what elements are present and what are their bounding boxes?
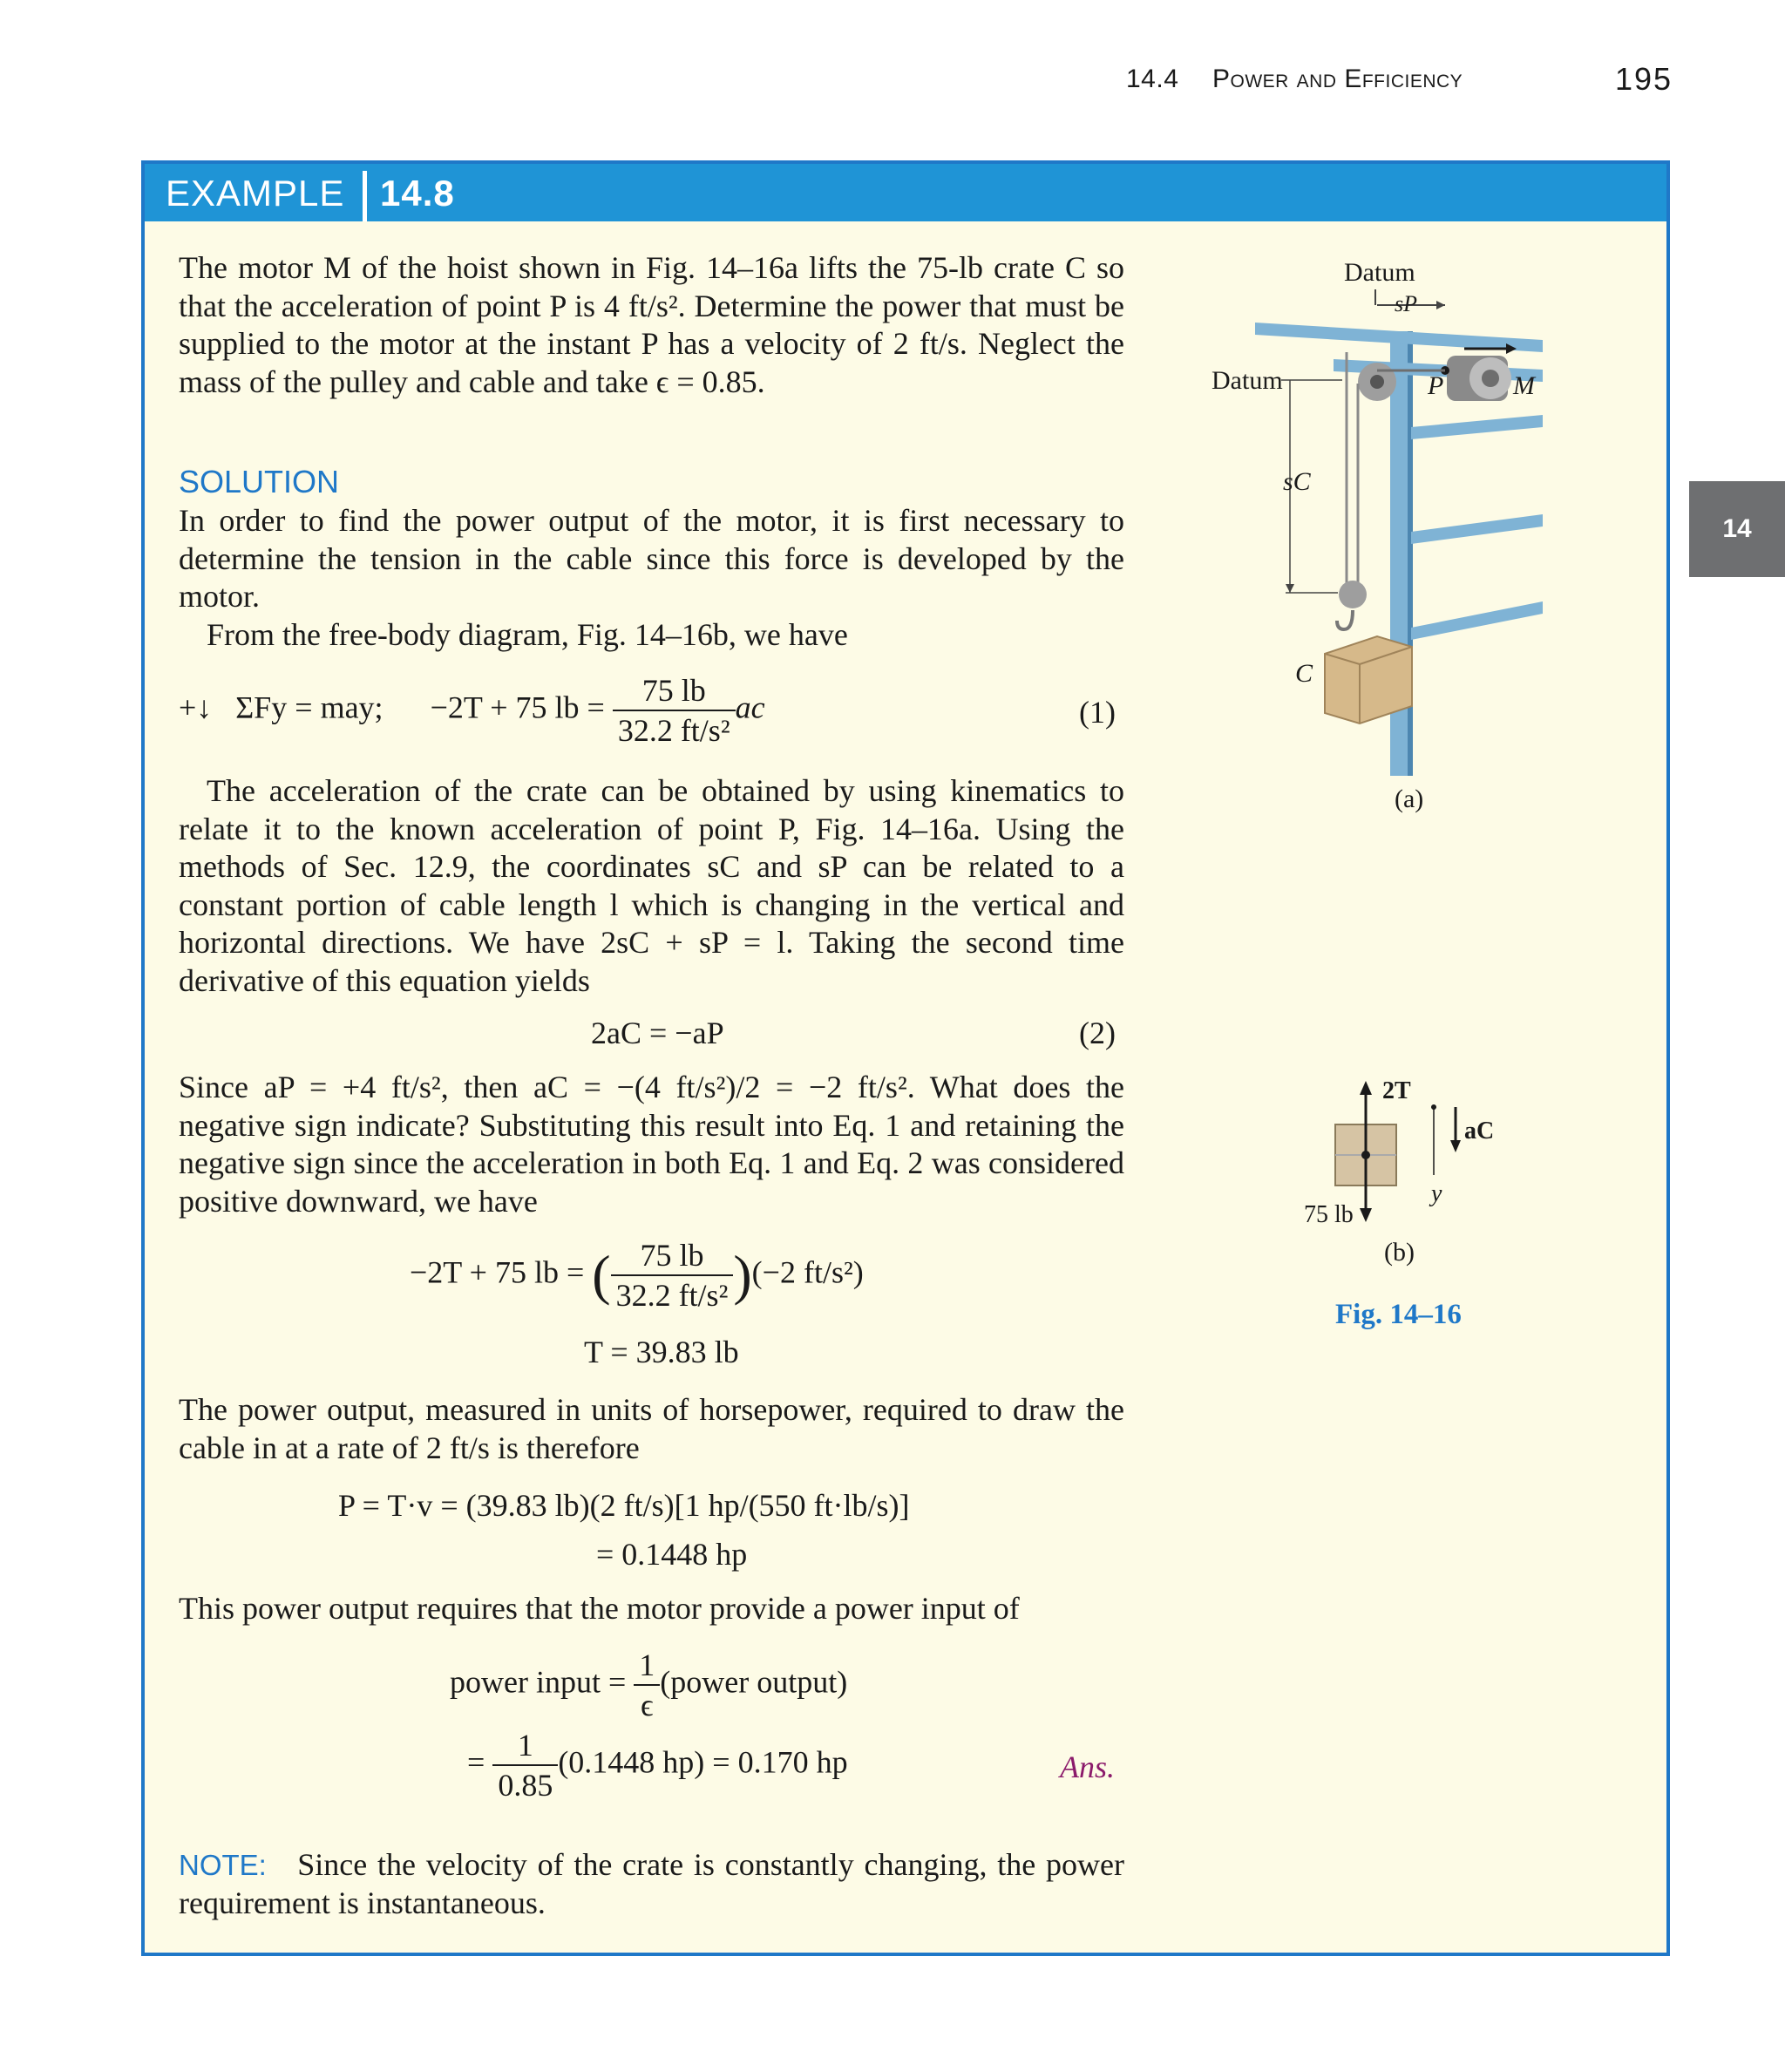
figure-caption: Fig. 14–16 (1335, 1299, 1462, 1330)
weight-label: 75 lb (1304, 1201, 1354, 1228)
note-label: NOTE: (179, 1849, 267, 1881)
equation-7 (450, 1646, 847, 1724)
example-divider (363, 171, 367, 221)
problem-statement (179, 249, 1124, 401)
answer-label: Ans. (1060, 1749, 1115, 1784)
eq1-tag: (1) (1079, 695, 1116, 730)
note (179, 1846, 1124, 1922)
p-label: P (1428, 371, 1444, 400)
two-t-label: 2T (1382, 1077, 1411, 1104)
eq7-left: power input = (450, 1664, 627, 1700)
eq1-accel: ac (735, 690, 765, 725)
chapter-tab-label: 14 (1722, 514, 1752, 543)
eq3-denominator: 32.2 ft/s² (615, 1278, 729, 1313)
eq8-denominator: 0.85 (498, 1768, 553, 1803)
eq7-fraction (634, 1646, 660, 1724)
equation-2: 2aC = −aP (591, 1016, 724, 1050)
paragraph-1: In order to find the power output of the motor, it is first necessary to determine the tension in the cable since this force is developed by the motor. (179, 503, 1124, 614)
paragraph-2: From the free-body diagram, Fig. 14–16b, we have (207, 616, 848, 652)
solution-paragraph-1 (179, 502, 1124, 654)
equation-6: = 0.1448 hp (596, 1537, 748, 1572)
eq2-tag: (2) (1079, 1016, 1116, 1050)
fig-b-caption: (b) (1384, 1238, 1415, 1267)
header-section-title: Power and Efficiency (1212, 65, 1463, 93)
example-title-bar (145, 164, 1666, 221)
c-label: C (1295, 659, 1313, 688)
paragraph-5: The power output, measured in units of horsepower, required to draw the cable in at a rate of 2 ft/s is therefore (179, 1392, 1124, 1465)
eq7-denominator: ϵ (640, 1688, 654, 1722)
fig-a-caption: (a) (1395, 785, 1424, 813)
ac-label: aC (1464, 1118, 1495, 1145)
example-word: EXAMPLE (166, 173, 345, 214)
eq7-right: (power output) (660, 1664, 848, 1700)
solution-heading: SOLUTION (179, 464, 340, 499)
eq1-denominator: 32.2 ft/s² (617, 713, 730, 748)
equation-8 (467, 1726, 848, 1804)
note-text: Since the velocity of the crate is constantly changing, the power requirement is instantaneous. (179, 1847, 1125, 1920)
eq8-numerator: 1 (492, 1726, 558, 1766)
equation-1 (179, 671, 765, 750)
eq3-right: (−2 ft/s²) (751, 1254, 864, 1290)
y-label: y (1431, 1180, 1442, 1207)
solution-paragraph-5 (179, 1391, 1124, 1467)
eq8-left: = (467, 1744, 485, 1780)
problem-text: The motor M of the hoist shown in Fig. 14–16a lifts the 75-lb crate C so that the acceleration of point P is 4 ft/s². Determine the power that must be supplied to the motor at the instant P has a velocity of 2 ft/s. Neglect the mass of the pulley and cable and take ϵ = 0.85. (179, 250, 1124, 399)
example-number: 14.8 (380, 173, 455, 214)
equation-3: −2T + 75 lb = ( $\frac{75 lb}{\text{32.2 ft/s²}}$ )(−2 ft/s²) (410, 1238, 864, 1313)
sc-label: sC (1283, 467, 1311, 496)
datum-left-label: Datum (1211, 366, 1283, 395)
eq8-fraction (492, 1726, 558, 1804)
solution-paragraph-4 (179, 1069, 1124, 1220)
paragraph-6: This power output requires that the motor provide a power input of (179, 1591, 1020, 1626)
solution-paragraph-6 (179, 1590, 1124, 1628)
eq3-numerator: 75 lb (611, 1236, 734, 1276)
lower-pulley (1339, 581, 1367, 608)
eq3-fraction (611, 1236, 734, 1315)
note-paragraph (179, 1846, 1124, 1922)
paragraph-4: Since aP = +4 ft/s², then aC = −(4 ft/s²)/2 = −2 ft/s². What does the negative sign indicate? Substituting this result into Eq. 1 and retaining the negative sign since the acceleration in both Eq. 1 and Eq. 2 was considered positive downward, we have (179, 1070, 1124, 1219)
hook (1337, 610, 1353, 629)
eq1-fraction (613, 671, 736, 750)
eq1-left: +↓ ΣFy = may; −2T + 75 lb = (179, 690, 605, 725)
page-number: 195 (1615, 61, 1673, 97)
chapter-tab (1689, 481, 1785, 577)
equation-4: T = 39.83 lb (584, 1335, 739, 1369)
m-label: M (1513, 371, 1535, 400)
eq8-right: (0.1448 hp) = 0.170 hp (558, 1744, 848, 1780)
datum-top-label: Datum (1344, 258, 1415, 287)
solution-paragraph-3 (179, 772, 1124, 1000)
hoist-figure (1203, 253, 1551, 811)
header-section-number: 14.4 (1126, 65, 1179, 93)
paragraph-3: The acceleration of the crate can be obtained by using kinematics to relate it to the known acceleration of point P, Fig. 14–16a. Using the methods of Sec. 12.9, the coordinates sC and sP can be related to a constant portion of cable length l which is changing in the vertical and horizontal directions. We have 2sC + sP = l. Taking the second time derivative of this equation yields (179, 773, 1124, 998)
eq3-left: −2T + 75 lb = (410, 1254, 585, 1290)
sp-label: sP (1395, 291, 1417, 316)
crate-c (1325, 636, 1412, 724)
running-header (0, 61, 1785, 105)
eq1-numerator: 75 lb (613, 671, 736, 711)
eq7-numerator: 1 (634, 1646, 660, 1686)
equation-5: P = T·v = (39.83 lb)(2 ft/s)[1 hp/(550 ft·lb/s)] (338, 1488, 910, 1523)
